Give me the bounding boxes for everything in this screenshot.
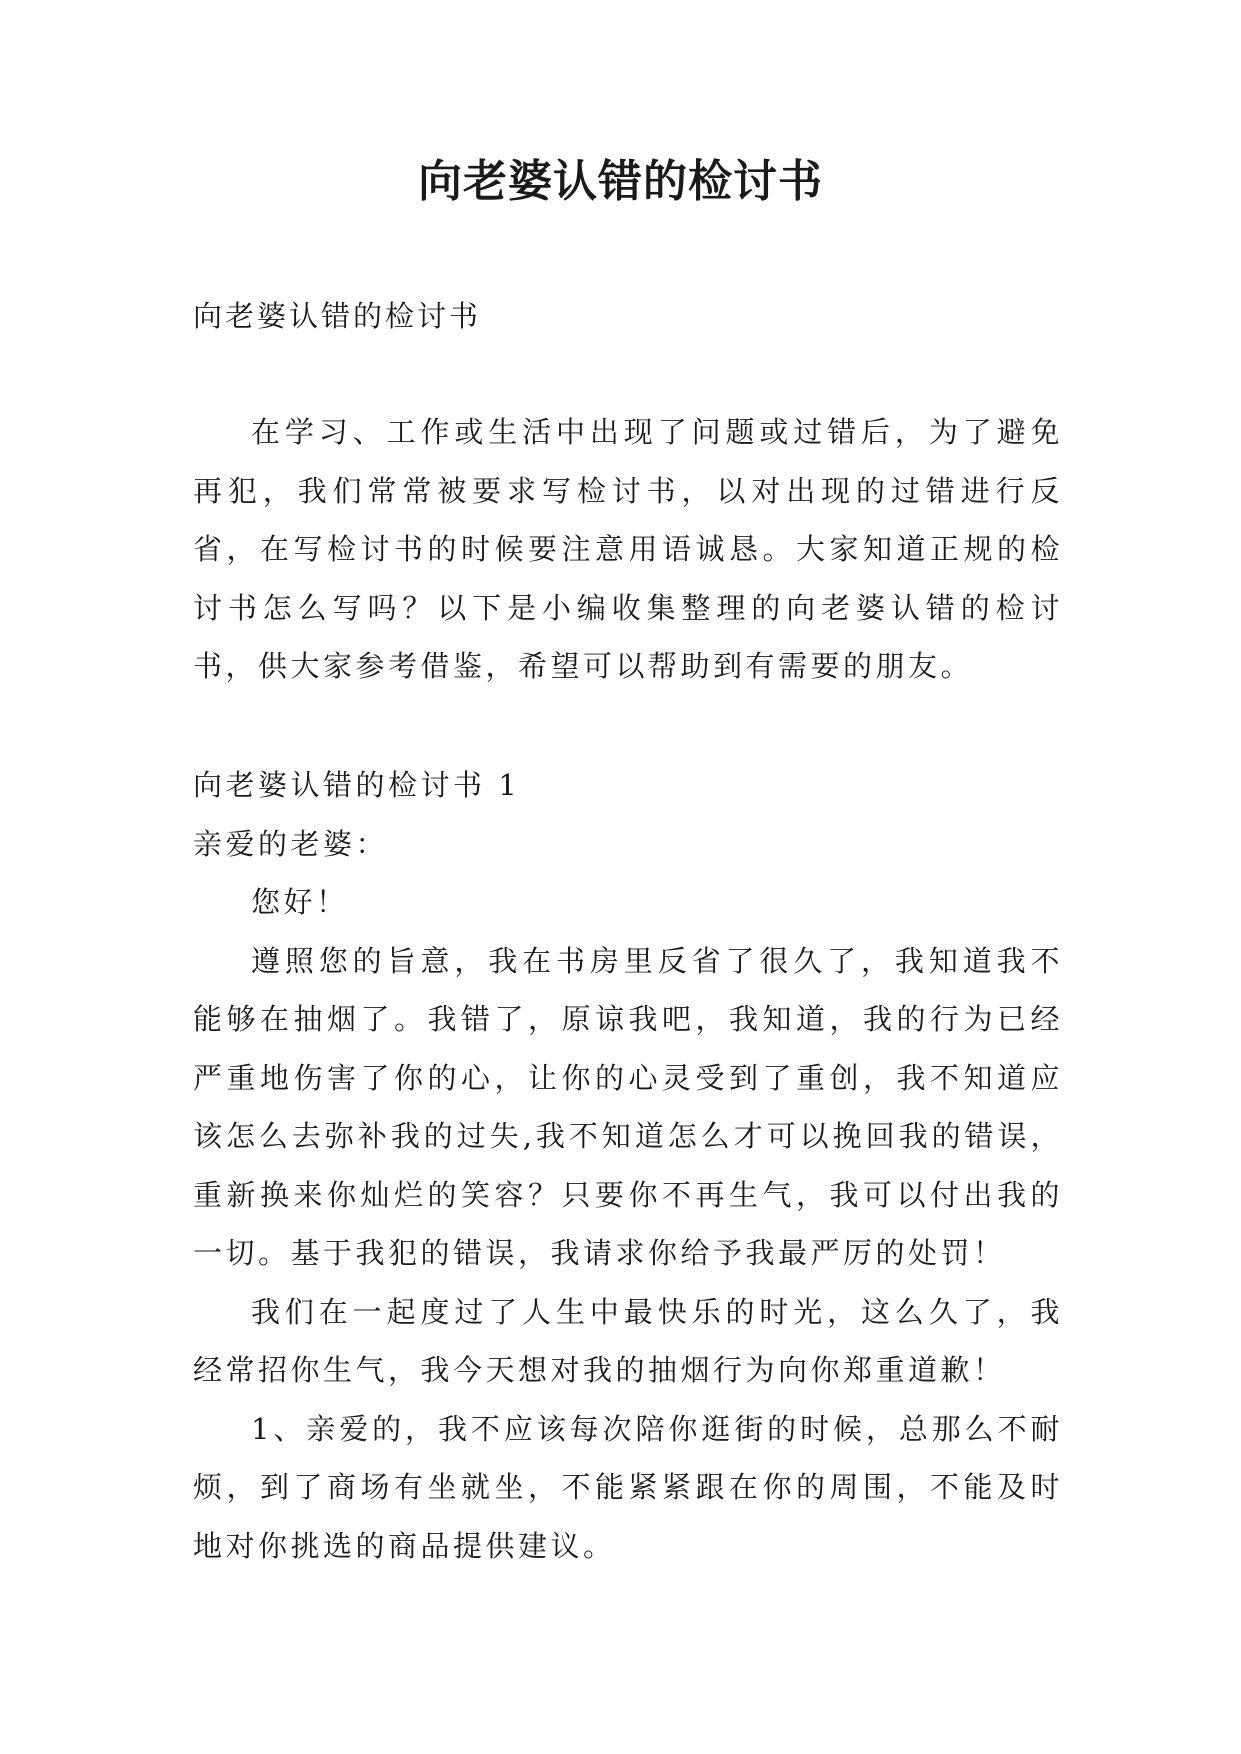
document-title: 向老婆认错的检讨书	[418, 156, 823, 207]
letter-section	[193, 756, 1063, 1575]
letter-paragraph: 遵照您的旨意，我在书房里反省了很久了，我知道我不能够在抽烟了。我错了，原谅我吧，我知道，我的行为已经严重地伤害了你的心，让你的心灵受到了重创，我不知道应该怎么去弥补我的过失,我不知道怎么才可以挽回我的错误，重新换来你灿烂的笑容？只要你不再生气，我可以付出我的一切。基于我犯的错误，我请求你给予我最严厉的处罚！	[193, 943, 1063, 1270]
salutation: 亲爱的老婆：	[193, 826, 389, 861]
letter-paragraph: 我们在一起度过了人生中最快乐的时光，这么久了，我经常招你生气，我今天想对我的抽烟行为向你郑重道歉！	[193, 1294, 1063, 1387]
intro-paragraph: 在学习、工作或生活中出现了问题或过错后，为了避免再犯，我们常常被要求写检讨书，以对出现的过错进行反省，在写检讨书的时候要注意用语诚恳。大家知道正规的检讨书怎么写吗？以下是小编收集整理的向老婆认错的检讨书，供大家参考借鉴，希望可以帮助到有需要的朋友。	[193, 415, 1063, 683]
greeting: 您好！	[251, 885, 349, 919]
letter-paragraph: 1、亲爱的，我不应该每次陪你逛街的时候，总那么不耐烦，到了商场有坐就坐，不能紧紧跟在你的周围，不能及时地对你挑选的商品提供建议。	[193, 1411, 1063, 1563]
intro-section	[193, 403, 1063, 696]
document-subtitle: 向老婆认错的检讨书	[193, 299, 482, 333]
section-heading: 向老婆认错的检讨书 1	[193, 768, 521, 802]
